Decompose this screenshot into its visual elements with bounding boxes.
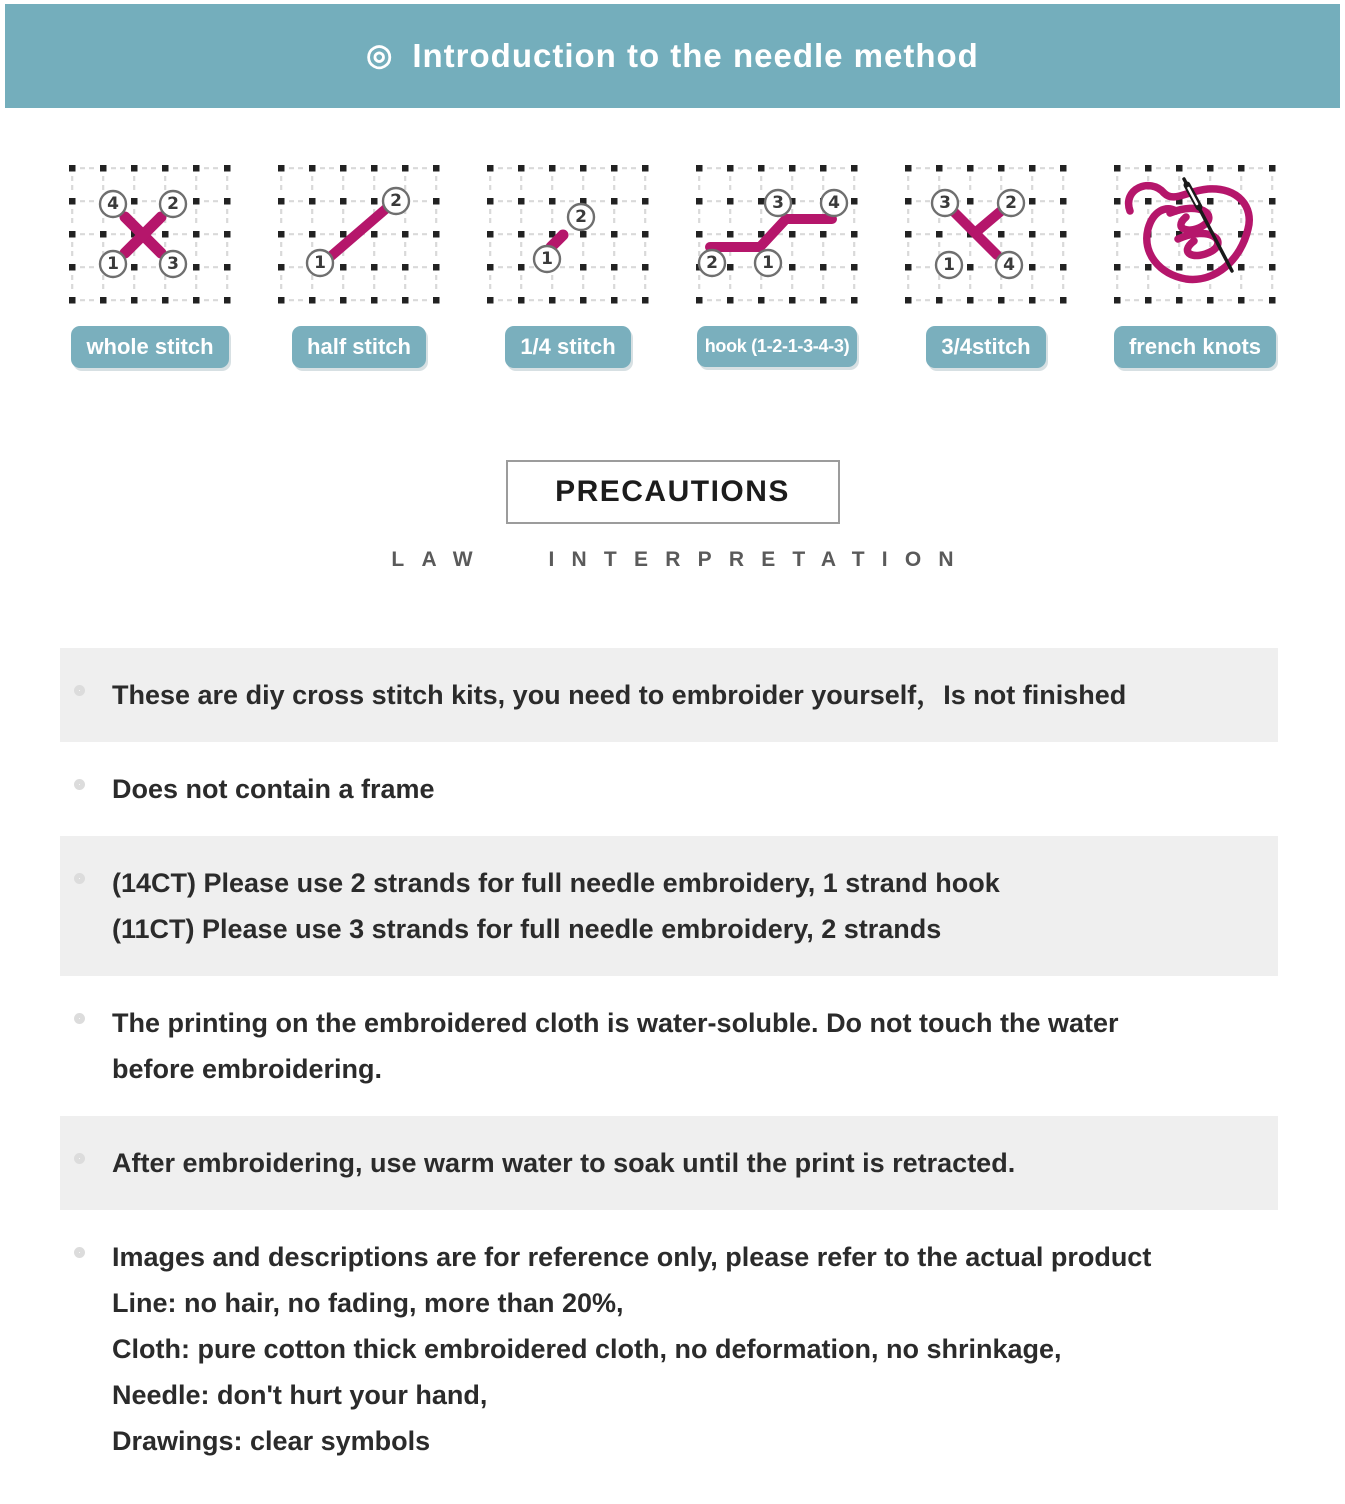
diagram-quarter-stitch [484, 165, 652, 368]
precaution-line: Drawings: clear symbols [112, 1426, 431, 1456]
quarter-stitch-grid [487, 165, 649, 304]
stitch-label-french-knots: french knots [1114, 326, 1276, 368]
precaution-line: After embroidering, use warm water to soak until the print is retracted. [112, 1148, 1016, 1178]
ring-bullet-icon [74, 685, 85, 696]
svg-text:2: 2 [706, 253, 718, 273]
precaution-line: Line: no hair, no fading, more than 20%, [112, 1288, 624, 1318]
precaution-item [60, 836, 1278, 976]
precaution-line: (14CT) Please use 2 strands for full needle embroidery, 1 strand hook [112, 868, 1000, 898]
stitch-label-three-quarter: 3/4stitch [926, 326, 1045, 368]
svg-text:1: 1 [107, 254, 119, 274]
step-number-badge [699, 250, 725, 276]
step-number-badge [160, 191, 186, 217]
svg-text:1: 1 [314, 253, 326, 273]
ring-bullet-icon [74, 1153, 85, 1164]
step-number-badge [821, 190, 847, 216]
precautions-heading-box [506, 460, 840, 524]
step-number-badge [996, 252, 1022, 278]
svg-text:2: 2 [390, 191, 402, 211]
diagram-three-quarter-stitch [902, 165, 1070, 368]
ring-bullet-icon [74, 1013, 85, 1024]
precaution-line: Cloth: pure cotton thick embroidered cloth, no deformation, no shrinkage, [112, 1334, 1062, 1364]
stitch-label-hook: hook (1-2-1-3-4-3) [697, 326, 858, 367]
step-number-badge [568, 204, 594, 230]
diagram-hook-stitch [693, 165, 861, 367]
svg-text:1: 1 [541, 249, 553, 269]
svg-text:1: 1 [762, 253, 774, 273]
three-quarter-stitch-grid [905, 165, 1067, 304]
precaution-item [60, 648, 1278, 742]
svg-text:2: 2 [575, 207, 587, 227]
step-number-badge [307, 250, 333, 276]
step-number-badge [160, 251, 186, 277]
diagram-whole-stitch [66, 165, 234, 368]
stitch-diagrams-row [0, 165, 1345, 368]
svg-text:3: 3 [772, 193, 784, 213]
title-banner [5, 4, 1340, 108]
step-number-badge [998, 190, 1024, 216]
svg-text:2: 2 [1005, 193, 1017, 213]
svg-text:4: 4 [1003, 255, 1015, 275]
precaution-line: These are diy cross stitch kits, you need to embroider yourself，Is not finished [112, 680, 1127, 710]
step-number-badge [100, 191, 126, 217]
ring-bullet-icon [74, 873, 85, 884]
stitch-label-whole: whole stitch [71, 326, 228, 368]
ring-bullet-icon [74, 779, 85, 790]
precaution-list [60, 648, 1278, 1488]
whole-stitch-grid [69, 165, 231, 304]
step-number-badge [100, 251, 126, 277]
precaution-item [60, 1210, 1278, 1488]
ring-bullet-icon [74, 1247, 85, 1258]
precaution-item [60, 976, 1278, 1116]
precaution-line: Images and descriptions are for reference only, please refer to the actual product [112, 1242, 1152, 1272]
step-number-badge [936, 252, 962, 278]
diagram-half-stitch [275, 165, 443, 368]
precaution-line: (11CT) Please use 3 strands for full needle embroidery, 2 strands [112, 914, 942, 944]
page-title: Introduction to the needle method [412, 37, 979, 74]
precaution-item [60, 1116, 1278, 1210]
precaution-line: before embroidering. [112, 1054, 383, 1084]
law-interpretation-subheading: LAW INTERPRETATION [391, 548, 971, 571]
double-circle-icon: ◎ [366, 39, 393, 72]
precaution-line: The printing on the embroidered cloth is water-soluble. Do not touch the water [112, 1008, 1119, 1038]
svg-text:2: 2 [167, 194, 179, 214]
precaution-line: Does not contain a frame [112, 774, 435, 804]
diagram-french-knots [1111, 165, 1279, 368]
stitch-label-half: half stitch [292, 326, 426, 368]
svg-text:1: 1 [943, 255, 955, 275]
precaution-item [60, 742, 1278, 836]
step-number-badge [932, 190, 958, 216]
precautions-heading: PRECAUTIONS [555, 475, 790, 508]
svg-text:4: 4 [107, 194, 119, 214]
step-number-badge [755, 250, 781, 276]
french-knots-grid [1114, 165, 1276, 304]
svg-text:3: 3 [939, 193, 951, 213]
hook-stitch-grid [696, 165, 858, 304]
step-number-badge [534, 246, 560, 272]
step-number-badge [765, 190, 791, 216]
svg-text:3: 3 [167, 254, 179, 274]
precaution-line: Needle: don't hurt your hand, [112, 1380, 488, 1410]
svg-text:4: 4 [828, 193, 840, 213]
step-number-badge [383, 188, 409, 214]
half-stitch-grid [278, 165, 440, 304]
stitch-label-quarter: 1/4 stitch [505, 326, 630, 368]
